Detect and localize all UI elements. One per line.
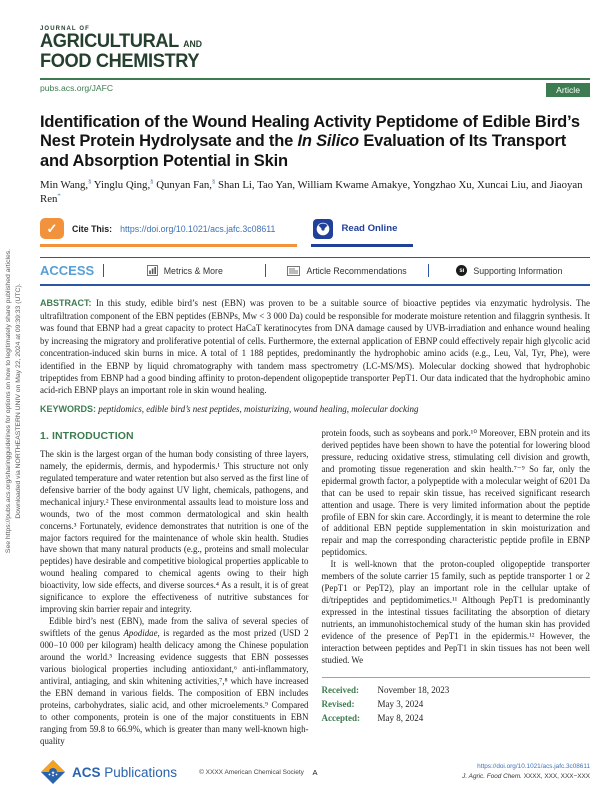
journal-citation xyxy=(462,773,590,780)
intro-paragraph-2: Edible bird’s nest (EBN), made from the saliva of several species of swiftlets of the genus Apodidae, is regarded as the most prized (USD 2 000−10 000 per kilogram) health delicacy among the Chinese population around the world.⁵ Increasing evidence suggests that EBN possesses various biological properties including antioxidant,⁶ anti-inflammatory, antiviral, antiaging, and skin whitening activities,⁷,⁸ which have increased the EBN demand in various fields. The composition of EBN includes proteins, carbohydrates, sialic acid, and other microelements.⁹ Compared to other components, protein is one of the major constituents in EBN ranging from 59.8 to 66.9%, which is greater than many well-known high-quality xyxy=(40,616,309,746)
body-columns xyxy=(40,428,590,748)
acs-diamond-logo xyxy=(40,759,66,785)
footer-doi-link[interactable]: https://doi.org/10.1021/acs.jafc.3c08611 xyxy=(477,763,590,771)
access-bar xyxy=(40,257,590,286)
article-title: Identification of the Wound Healing Activity Peptidome of Edible Bird’s Nest Protein Hydrolysate and the In Silico Evaluation of Its Transport and Absorption Potential in Skin xyxy=(40,113,580,170)
document-icon xyxy=(287,266,300,276)
keywords-label: KEYWORDS: xyxy=(40,403,96,414)
journal-kicker: JOURNAL OF xyxy=(40,26,90,32)
page-content xyxy=(40,26,590,748)
article-type-badge: Article xyxy=(546,83,590,97)
received-date: November 18, 2023 xyxy=(377,685,450,696)
recommendations-link[interactable] xyxy=(266,266,427,276)
journal-url-link[interactable]: pubs.acs.org/JAFC xyxy=(40,83,114,93)
publisher-rest: Publications xyxy=(100,764,178,780)
si-circle-icon: sı xyxy=(456,265,467,276)
abstract-label: ABSTRACT: xyxy=(40,298,92,309)
keywords-text: peptidomics, edible bird’s nest peptides, moisturizing, wound healing, molecular docking xyxy=(98,403,419,414)
read-online-button[interactable] xyxy=(311,218,413,247)
section-heading-introduction: 1. INTRODUCTION xyxy=(40,429,134,442)
publisher-logo[interactable] xyxy=(40,759,304,785)
cite-this-button[interactable] xyxy=(40,218,297,247)
recommendations-label: Article Recommendations xyxy=(306,265,407,276)
abstract-paragraph xyxy=(40,297,590,396)
svg-text:★: ★ xyxy=(50,769,56,775)
download-info-note: Downloaded via NORTHEASTERN UNIV on May 22, 2024 at 09:39:33 (UTC). xyxy=(15,283,23,519)
supporting-information-label: Supporting Information xyxy=(473,265,563,276)
intro-paragraph-1: The skin is the largest organ of the human body consisting of three layers, namely, the epidermis, dermis, and hypodermis.¹ This structure not only regulated temperature and water retention but also served as the first line of defensive barrier of the body against UV light, chemicals, pathogens, and mechanical injury.² These environmental assaults lead to moisture loss and wounds, two of the most common dermatological and skin health concerns.³ Fortunately, evidence demonstrates that nutrition is one of the major factors required for the maintenance of whole skin health. Studies have shown that many natural products (e.g., proteins and small molecular peptides) have desirable and competitive biological properties applicable to wound healing compared to chemical agents owing to their high bioactivity, low side effects, and diverse sources.⁴ As a result, it is of great significance to explore the effectiveness of nutritive substances for improving skin barrier repair and integrity. xyxy=(40,448,309,615)
journal-name-line2: FOOD CHEMISTRY xyxy=(40,51,200,72)
journal-citation-name: J. Agric. Food Chem. xyxy=(462,773,522,780)
cite-row xyxy=(40,218,590,247)
site-bar xyxy=(40,78,590,97)
sharing-guidelines-note: See https://pubs.acs.org/sharingguidelines for options on how to legitimately share published articles. xyxy=(5,248,12,554)
publisher-name xyxy=(72,765,177,780)
download-notice xyxy=(4,141,24,661)
journal-name-and: AND xyxy=(183,39,203,49)
copyright-notice: © XXXX American Chemical Society xyxy=(199,768,304,776)
accepted-label: Accepted: xyxy=(321,712,360,723)
revised-label: Revised: xyxy=(321,699,355,710)
article-history-box xyxy=(322,677,591,726)
page-footer xyxy=(40,759,590,785)
journal-name-agricultural: AGRICULTURAL xyxy=(40,31,179,52)
metrics-label: Metrics & More xyxy=(163,265,223,276)
abstract-text: In this study, edible bird’s nest (EBN) was proven to be a suitable source of bioactive peptides via enzymatic hydrolysis. The ultrafiltration component of the EBN peptides (EBNPs, Mw < 3 000 Da) could be responsible for moderate moisture retention and filaggrin synthesis. It was found that EBNP had a great capacity to protect HaCaT keratinocytes from DNA damage caused by UVB-irradiation and enhance wound healing by increasing the migratory and proliferative potential of cells. Furthermore, the external application of EBNP could effectively repair high glycolic acid concentration-induced skin burns in mice. A total of 1 188 peptides, predominantly the hydrophobic amino acids (e.g., Leu, Val, Tyr, Phe), were identified in the EBNP by liquid chromatography with tandem mass spectrometry (LC-MS/MS). Molecular docking showed that hydrophobic tripeptides from EBNP had a good binding affinity to proton-dependent oligopeptide transporter PepT1. Our data indicated that the hydrophobic amino acid-rich EBNP plays an important role in skin wound healing. xyxy=(40,298,590,396)
intro-paragraph-3: It is well-known that the proton-coupled oligopeptide transporter members of the solute carrier 15 family, such as peptide transporter 1 or 2 (PepT1 or PepT2), play an important role in the cellular uptake of di/tripeptides and peptidomimetics.¹¹ Although PepT1 is predominantly expressed in the intestinal tissues facilitating the absorption of dietary nutrients, an immunohistochemical study of the human skin has provided evidence of the presence of PepT1 in the epidermis.¹² However, the interaction between peptides and PepT1 in skin tissues has not been well studied. We xyxy=(321,559,590,666)
journal-citation-rest: XXXX, XXX, XXX−XXX xyxy=(521,773,590,780)
received-row xyxy=(322,684,591,698)
right-column xyxy=(322,428,591,748)
journal-masthead xyxy=(40,26,590,70)
metrics-link[interactable] xyxy=(104,265,265,276)
citation-block xyxy=(462,762,590,782)
accepted-date: May 8, 2024 xyxy=(377,712,424,723)
bar-chart-icon xyxy=(147,265,158,276)
access-link[interactable]: ACCESS xyxy=(40,263,95,279)
revised-date: May 3, 2024 xyxy=(377,699,424,710)
read-online-label: Read Online xyxy=(341,223,398,235)
received-label: Received: xyxy=(321,685,359,696)
intro-paragraph-2-continued: protein foods, such as soybeans and pork.¹⁰ Moreover, EBN protein and its derived peptides have been shown to have the potential for lowering blood pressure, reducing oxidative stress, stimulating cell division and growth, and promoting tissue regeneration and skin health.⁷⁻⁹ So far, only the epidermal growth factor, a polypeptide with a molecular weight of 6201 Da that can be used to repair skin tissue, has received significant research attention and usage. There is very limited information about the peptide profile of EBN for skin care. Accordingly, it is meant to determine the role of additional EBN peptide supplementation in skin moisturization and repair and map the corresponding characteristic peptide profile in EBNP peptidomics. xyxy=(321,427,590,558)
read-online-globe-icon xyxy=(313,219,333,239)
left-column xyxy=(40,428,309,748)
publisher-acs: ACS xyxy=(72,764,101,780)
accepted-row xyxy=(322,712,591,726)
revised-row xyxy=(322,698,591,712)
keywords-line xyxy=(40,404,590,414)
cite-check-icon: ✓ xyxy=(40,218,64,239)
supporting-information-link[interactable] xyxy=(429,265,590,276)
author-list: Min Wang,§ Yinglu Qing,§ Qunyan Fan,§ Shan Li, Tao Yan, William Kwame Amakye, Yongzhao Xu, Xuncai Liu, and Jiaoyan Ren* xyxy=(40,178,583,206)
page-number: A xyxy=(312,767,318,777)
cite-label: Cite This: xyxy=(72,223,113,234)
doi-link[interactable]: https://doi.org/10.1021/acs.jafc.3c08611 xyxy=(120,223,276,234)
journal-name-line1 xyxy=(40,33,568,53)
